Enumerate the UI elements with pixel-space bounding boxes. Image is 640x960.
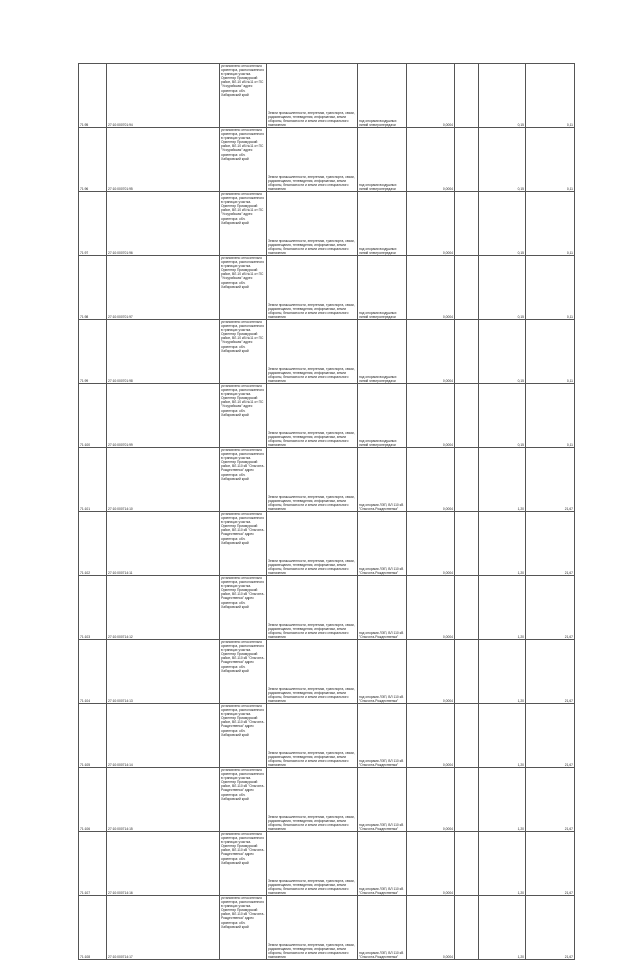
table-row xyxy=(79,448,575,512)
amount-cell: 21,67 xyxy=(526,704,575,768)
rate-cell: 1,20 xyxy=(479,576,526,640)
rate-cell: 1,20 xyxy=(479,768,526,832)
empty-cell xyxy=(455,384,479,448)
location-text: установлено относительно ориентира, расположенного в границах участка. Ориентир Приамурский район, ВЛ-110 кВ "Ольгохта-Рождественка" адрес ориентира: обл. Хабаровский край xyxy=(221,704,265,737)
permitted-use-cell: под опорами воздушных линий электропередачи xyxy=(358,192,407,256)
table-body xyxy=(79,64,575,960)
area-cell: 0,0004 xyxy=(407,576,455,640)
row-number-cell: 71:107 xyxy=(79,832,107,896)
permitted-use-cell: под опорами ЛЭП, ВЛ 110 кВ "Ольгохта-Рождественка" xyxy=(358,512,407,576)
amount-cell: 0,11 xyxy=(526,320,575,384)
land-category-cell: Земли промышленности, энергетики, транспорта, связи, радиовещания, телевидения, информатики, земли обороны, безопасности и земли иного специального назначения xyxy=(267,704,358,768)
amount-cell: 0,11 xyxy=(526,64,575,128)
cadastral-number-cell: 27:10:000714:15 xyxy=(107,768,220,832)
table-row xyxy=(79,64,575,128)
row-number-cell: 71:99 xyxy=(79,320,107,384)
area-cell: 0,0004 xyxy=(407,64,455,128)
rate-cell: 1,20 xyxy=(479,704,526,768)
location-cell xyxy=(220,512,267,576)
location-cell xyxy=(220,384,267,448)
location-text: установлено относительно ориентира, расположенного в границах участка. Ориентир Приамурский район, ВЛ-110 кВ "Ольгохта-Рождественка" адрес ориентира: обл. Хабаровский край xyxy=(221,448,265,481)
table-row xyxy=(79,384,575,448)
cadastral-number-cell: 27:10:000714:12 xyxy=(107,576,220,640)
cadastral-number-cell: 27:10:000714:13 xyxy=(107,640,220,704)
land-category-cell: Земли промышленности, энергетики, транспорта, связи, радиовещания, телевидения, информатики, земли обороны, безопасности и земли иного специального назначения xyxy=(267,384,358,448)
permitted-use-cell: под опорами ЛЭП, ВЛ 110 кВ "Ольгохта-Рождественка" xyxy=(358,448,407,512)
area-cell: 0,0004 xyxy=(407,320,455,384)
table-row xyxy=(79,768,575,832)
row-number-cell: 71:108 xyxy=(79,896,107,960)
permitted-use-cell: под опорами воздушных линий электропередачи xyxy=(358,320,407,384)
location-text: установлено относительно ориентира, расположенного в границах участка. Ориентир Приамурский район, ВЛ-10 кВ №11 от ПС "Уссурийская" адрес ориентира: обл. Хабаровский край xyxy=(221,384,265,417)
permitted-use-cell: под опорами воздушных линий электропередачи xyxy=(358,384,407,448)
land-category-cell: Земли промышленности, энергетики, транспорта, связи, радиовещания, телевидения, информатики, земли обороны, безопасности и земли иного специального назначения xyxy=(267,512,358,576)
row-number-cell: 71:106 xyxy=(79,768,107,832)
permitted-use-cell: под опорами ЛЭП, ВЛ 110 кВ "Ольгохта-Рождественка" xyxy=(358,896,407,960)
empty-cell xyxy=(455,640,479,704)
area-cell: 0,0004 xyxy=(407,192,455,256)
row-number-cell: 71:96 xyxy=(79,128,107,192)
location-text: установлено относительно ориентира, расположенного в границах участка. Ориентир Приамурский район, ВЛ-110 кВ "Ольгохта-Рождественка" адрес ориентира: обл. Хабаровский край xyxy=(221,576,265,609)
row-number-cell: 71:105 xyxy=(79,704,107,768)
row-number-cell: 71:98 xyxy=(79,256,107,320)
cadastral-number-cell: 27:10:000714:10 xyxy=(107,448,220,512)
area-cell: 0,0004 xyxy=(407,704,455,768)
area-cell: 0,0004 xyxy=(407,128,455,192)
amount-cell: 21,67 xyxy=(526,896,575,960)
table-row xyxy=(79,128,575,192)
location-cell xyxy=(220,320,267,384)
cadastral-number-cell: 27:10:000701:98 xyxy=(107,320,220,384)
location-text: установлено относительно ориентира, расположенного в границах участка. Ориентир Приамурский район, ВЛ-10 кВ №11 от ПС "Уссурийская" адрес ориентира: обл. Хабаровский край xyxy=(221,128,265,161)
row-number-cell: 71:97 xyxy=(79,192,107,256)
empty-cell xyxy=(455,576,479,640)
rate-cell: 0,15 xyxy=(479,320,526,384)
table-row xyxy=(79,576,575,640)
location-text: установлено относительно ориентира, расположенного в границах участка. Ориентир Приамурский район, ВЛ-10 кВ №11 от ПС "Уссурийская" адрес ориентира: обл. Хабаровский край xyxy=(221,320,265,353)
location-cell xyxy=(220,896,267,960)
row-number-cell: 71:102 xyxy=(79,512,107,576)
area-cell: 0,0004 xyxy=(407,256,455,320)
rate-cell: 1,20 xyxy=(479,448,526,512)
permitted-use-cell: под опорами воздушных линий электропередачи xyxy=(358,64,407,128)
amount-cell: 21,67 xyxy=(526,832,575,896)
permitted-use-cell: под опорами воздушных линий электропередачи xyxy=(358,256,407,320)
row-number-cell: 71:95 xyxy=(79,64,107,128)
location-text: установлено относительно ориентира, расположенного в границах участка. Ориентир Приамурский район, ВЛ-110 кВ "Ольгохта-Рождественка" адрес ориентира: обл. Хабаровский край xyxy=(221,640,265,673)
table-row xyxy=(79,192,575,256)
land-category-cell: Земли промышленности, энергетики, транспорта, связи, радиовещания, телевидения, информатики, земли обороны, безопасности и земли иного специального назначения xyxy=(267,128,358,192)
permitted-use-cell: под опорами ЛЭП, ВЛ 110 кВ "Ольгохта-Рождественка" xyxy=(358,576,407,640)
location-cell xyxy=(220,832,267,896)
land-category-cell: Земли промышленности, энергетики, транспорта, связи, радиовещания, телевидения, информатики, земли обороны, безопасности и земли иного специального назначения xyxy=(267,832,358,896)
area-cell: 0,0004 xyxy=(407,384,455,448)
rate-cell: 0,15 xyxy=(479,192,526,256)
rate-cell: 0,15 xyxy=(479,128,526,192)
land-category-cell: Земли промышленности, энергетики, транспорта, связи, радиовещания, телевидения, информатики, земли обороны, безопасности и земли иного специального назначения xyxy=(267,192,358,256)
location-text: установлено относительно ориентира, расположенного в границах участка. Ориентир Приамурский район, ВЛ-110 кВ "Ольгохта-Рождественка" адрес ориентира: обл. Хабаровский край xyxy=(221,896,265,929)
amount-cell: 0,11 xyxy=(526,192,575,256)
table-row xyxy=(79,256,575,320)
table-row xyxy=(79,512,575,576)
area-cell: 0,0004 xyxy=(407,896,455,960)
permitted-use-cell: под опорами ЛЭП, ВЛ 110 кВ "Ольгохта-Рождественка" xyxy=(358,640,407,704)
rate-cell: 1,20 xyxy=(479,640,526,704)
row-number-cell: 71:101 xyxy=(79,448,107,512)
row-number-cell: 71:104 xyxy=(79,640,107,704)
empty-cell xyxy=(455,768,479,832)
location-text: установлено относительно ориентира, расположенного в границах участка. Ориентир Приамурский район, ВЛ-10 кВ №11 от ПС "Уссурийская" адрес ориентира: обл. Хабаровский край xyxy=(221,192,265,225)
table-row xyxy=(79,640,575,704)
amount-cell: 21,67 xyxy=(526,640,575,704)
rate-cell: 1,20 xyxy=(479,832,526,896)
empty-cell xyxy=(455,128,479,192)
permitted-use-cell: под опорами ЛЭП, ВЛ 110 кВ "Ольгохта-Рождественка" xyxy=(358,704,407,768)
land-category-cell: Земли промышленности, энергетики, транспорта, связи, радиовещания, телевидения, информатики, земли обороны, безопасности и земли иного специального назначения xyxy=(267,64,358,128)
amount-cell: 21,67 xyxy=(526,448,575,512)
row-number-cell: 71:103 xyxy=(79,576,107,640)
area-cell: 0,0004 xyxy=(407,640,455,704)
rate-cell: 0,15 xyxy=(479,256,526,320)
cadastral-number-cell: 27:10:000714:11 xyxy=(107,512,220,576)
location-cell xyxy=(220,448,267,512)
location-cell xyxy=(220,64,267,128)
area-cell: 0,0004 xyxy=(407,832,455,896)
empty-cell xyxy=(455,512,479,576)
empty-cell xyxy=(455,896,479,960)
location-text: установлено относительно ориентира, расположенного в границах участка. Ориентир Приамурский район, ВЛ-110 кВ "Ольгохта-Рождественка" адрес ориентира: обл. Хабаровский край xyxy=(221,512,265,545)
cadastral-number-cell: 27:10:000701:97 xyxy=(107,256,220,320)
land-category-cell: Земли промышленности, энергетики, транспорта, связи, радиовещания, телевидения, информатики, земли обороны, безопасности и земли иного специального назначения xyxy=(267,256,358,320)
land-category-cell: Земли промышленности, энергетики, транспорта, связи, радиовещания, телевидения, информатики, земли обороны, безопасности и земли иного специального назначения xyxy=(267,896,358,960)
cadastral-number-cell: 27:10:000701:96 xyxy=(107,192,220,256)
location-cell xyxy=(220,704,267,768)
location-text: установлено относительно ориентира, расположенного в границах участка. Ориентир Приамурский район, ВЛ-110 кВ "Ольгохта-Рождественка" адрес ориентира: обл. Хабаровский край xyxy=(221,832,265,865)
permitted-use-cell: под опорами ЛЭП, ВЛ 110 кВ "Ольгохта-Рождественка" xyxy=(358,768,407,832)
land-category-cell: Земли промышленности, энергетики, транспорта, связи, радиовещания, телевидения, информатики, земли обороны, безопасности и земли иного специального назначения xyxy=(267,320,358,384)
area-cell: 0,0004 xyxy=(407,512,455,576)
row-number-cell: 71:100 xyxy=(79,384,107,448)
land-plots-table-page xyxy=(78,63,573,960)
cadastral-number-cell: 27:10:000701:94 xyxy=(107,64,220,128)
location-cell xyxy=(220,192,267,256)
location-cell xyxy=(220,576,267,640)
empty-cell xyxy=(455,320,479,384)
land-plots-table xyxy=(78,63,575,960)
location-cell xyxy=(220,256,267,320)
cadastral-number-cell: 27:10:000701:99 xyxy=(107,384,220,448)
amount-cell: 0,11 xyxy=(526,128,575,192)
amount-cell: 21,67 xyxy=(526,768,575,832)
location-text: установлено относительно ориентира, расположенного в границах участка. Ориентир Приамурский район, ВЛ-110 кВ "Ольгохта-Рождественка" адрес ориентира: обл. Хабаровский край xyxy=(221,768,265,801)
amount-cell: 21,67 xyxy=(526,512,575,576)
rate-cell: 1,20 xyxy=(479,896,526,960)
permitted-use-cell: под опорами воздушных линий электропередачи xyxy=(358,128,407,192)
amount-cell: 21,67 xyxy=(526,576,575,640)
table-row xyxy=(79,704,575,768)
cadastral-number-cell: 27:10:000714:17 xyxy=(107,896,220,960)
empty-cell xyxy=(455,192,479,256)
permitted-use-cell: под опорами ЛЭП, ВЛ 110 кВ "Ольгохта-Рождественка" xyxy=(358,832,407,896)
table-row xyxy=(79,320,575,384)
cadastral-number-cell: 27:10:000714:14 xyxy=(107,704,220,768)
area-cell: 0,0004 xyxy=(407,768,455,832)
location-cell xyxy=(220,640,267,704)
land-category-cell: Земли промышленности, энергетики, транспорта, связи, радиовещания, телевидения, информатики, земли обороны, безопасности и земли иного специального назначения xyxy=(267,640,358,704)
cadastral-number-cell: 27:10:000714:16 xyxy=(107,832,220,896)
amount-cell: 0,11 xyxy=(526,256,575,320)
location-cell xyxy=(220,768,267,832)
empty-cell xyxy=(455,704,479,768)
location-text: установлено относительно ориентира, расположенного в границах участка. Ориентир Приамурский район, ВЛ-10 кВ №11 от ПС "Уссурийская" адрес ориентира: обл. Хабаровский край xyxy=(221,256,265,289)
empty-cell xyxy=(455,256,479,320)
amount-cell: 0,11 xyxy=(526,384,575,448)
empty-cell xyxy=(455,448,479,512)
rate-cell: 0,15 xyxy=(479,64,526,128)
land-category-cell: Земли промышленности, энергетики, транспорта, связи, радиовещания, телевидения, информатики, земли обороны, безопасности и земли иного специального назначения xyxy=(267,448,358,512)
area-cell: 0,0004 xyxy=(407,448,455,512)
location-cell xyxy=(220,128,267,192)
cadastral-number-cell: 27:10:000701:95 xyxy=(107,128,220,192)
land-category-cell: Земли промышленности, энергетики, транспорта, связи, радиовещания, телевидения, информатики, земли обороны, безопасности и земли иного специального назначения xyxy=(267,768,358,832)
rate-cell: 1,20 xyxy=(479,512,526,576)
table-row xyxy=(79,896,575,960)
location-text: установлено относительно ориентира, расположенного в границах участка. Ориентир Приамурский район, ВЛ-10 кВ №11 от ПС "Уссурийская" адрес ориентира: обл. Хабаровский край xyxy=(221,64,265,97)
table-row xyxy=(79,832,575,896)
empty-cell xyxy=(455,832,479,896)
empty-cell xyxy=(455,64,479,128)
land-category-cell: Земли промышленности, энергетики, транспорта, связи, радиовещания, телевидения, информатики, земли обороны, безопасности и земли иного специального назначения xyxy=(267,576,358,640)
rate-cell: 0,15 xyxy=(479,384,526,448)
